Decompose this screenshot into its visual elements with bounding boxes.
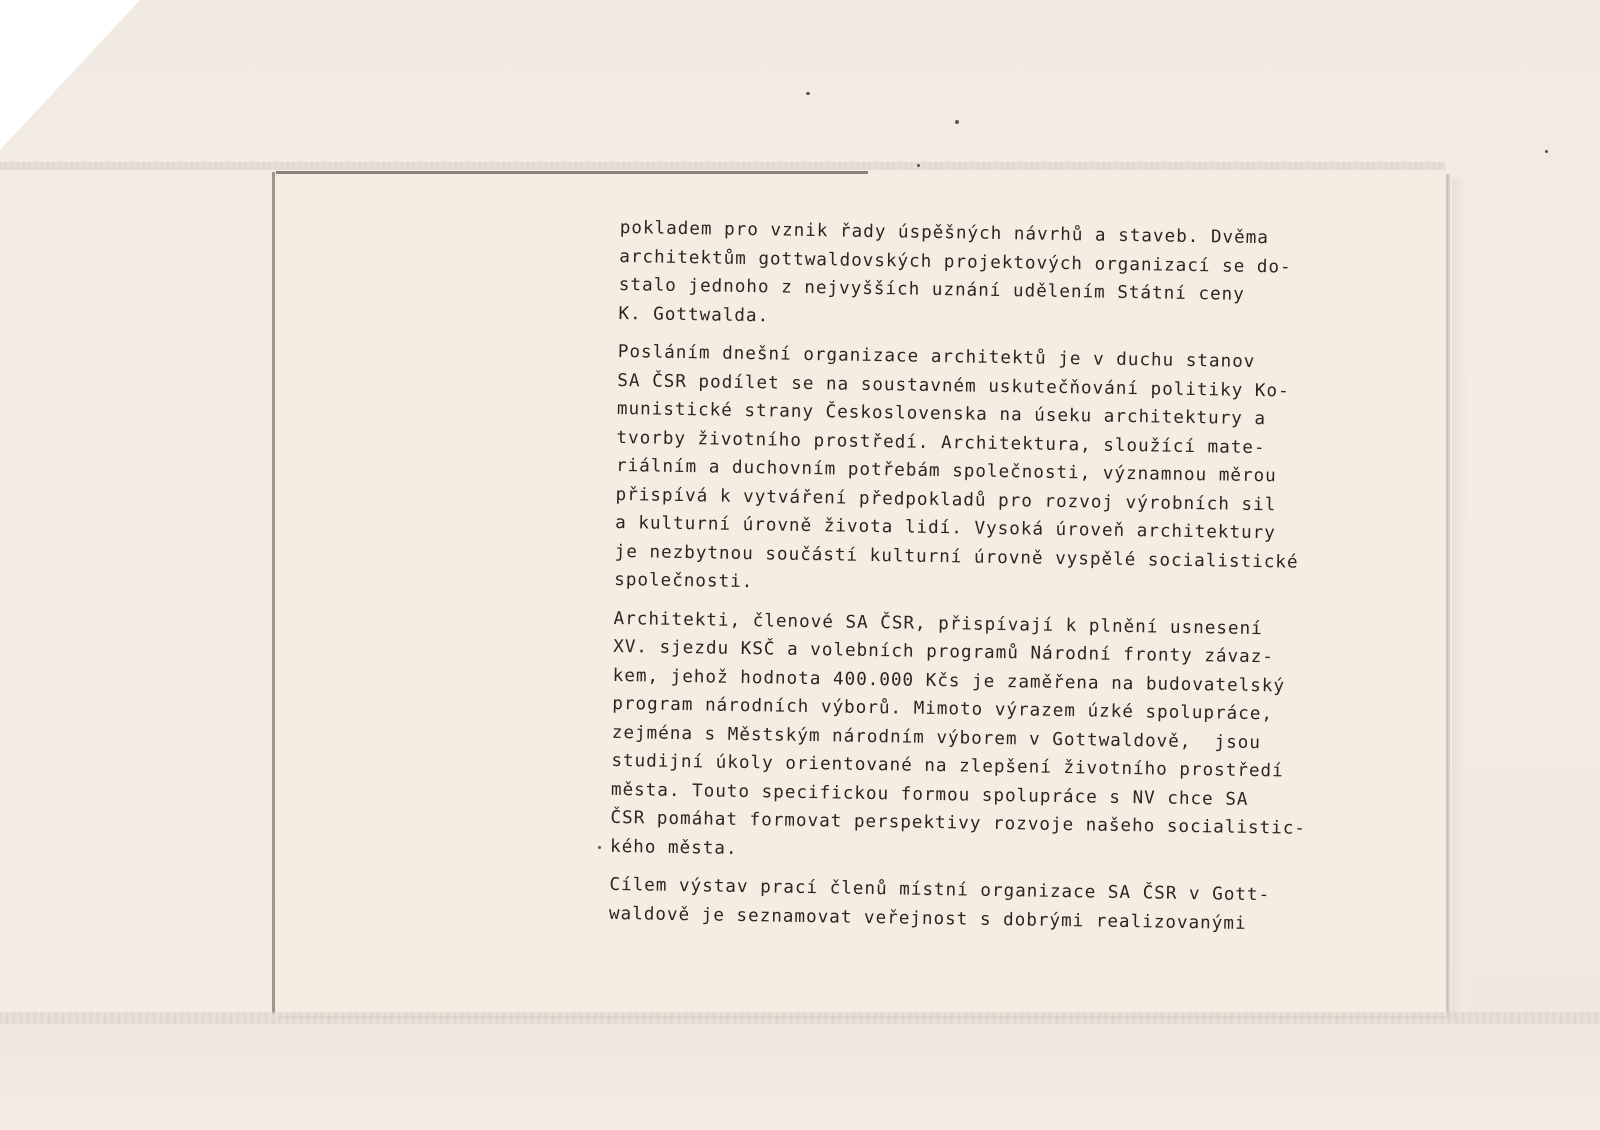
text-line: je nezbytnou součástí kulturní úrovně vyspělé socialistické — [614, 541, 1299, 573]
paragraph-2 — [614, 338, 1338, 606]
text-line: stalo jednoho z nejvyšších uznání udělením Státní ceny — [618, 274, 1245, 305]
page-divider — [272, 172, 275, 1014]
text-line: města. Touto specifickou formou spolupráce s NV chce SA — [610, 779, 1249, 810]
text-line: munistické strany Československa na úseku architektury a — [616, 398, 1267, 430]
text-line: společnosti. — [614, 569, 754, 593]
document-text — [609, 214, 1340, 949]
text-line: K. Gottwalda. — [618, 303, 770, 326]
dust-speck — [806, 92, 810, 95]
bottom-margin — [0, 1026, 1600, 1130]
text-line: architektům gottwaldovských projektových organizací se do- — [619, 246, 1292, 278]
paragraph-3 — [610, 604, 1334, 872]
text-line: studijní úkoly orientované na zlepšení životního prostředí — [611, 750, 1284, 782]
paragraph-1 — [618, 214, 1340, 339]
text-line: tvorby životního prostředí. Architektura, sloužící mate- — [616, 427, 1266, 458]
left-blank-page — [0, 170, 272, 1012]
text-line: a kulturní úrovně života lidí. Vysoká úroveň architektury — [614, 512, 1276, 544]
paragraph-4 — [609, 871, 1330, 939]
text-line: Cílem výstav prací členů místní organizace SA ČSR v Gott- — [609, 874, 1271, 906]
page-top-edge — [276, 171, 868, 174]
folded-corner — [0, 0, 140, 150]
text-line: waldově je seznamovat veřejnost s dobrými realizovanými — [608, 903, 1247, 934]
text-line: pokladem pro vznik řady úspěšných návrhů a staveb. Dvěma — [619, 217, 1270, 249]
dust-speck — [955, 120, 959, 124]
top-edge-band — [0, 162, 1445, 170]
page-right-edge — [1446, 174, 1448, 1016]
text-line: kého města. — [609, 836, 738, 859]
text-line: SA ČSR podílet se na soustavném uskutečňování politiky Ko- — [617, 370, 1290, 402]
text-line: kem, jehož hodnota 400.000 Kčs je zaměřena na budovatelský — [612, 665, 1286, 697]
dust-speck — [1545, 150, 1548, 153]
text-line: XV. sjezdu KSČ a volebních programů Národní fronty závaz- — [613, 636, 1275, 668]
text-line: riálním a duchovním potřebám společnosti, významnou měrou — [615, 455, 1277, 487]
bottom-edge-band — [0, 1012, 1600, 1024]
text-line: ČSR pomáhat formovat perspektivy rozvoje našeho socialistic- — [610, 807, 1307, 839]
dust-speck — [598, 846, 601, 849]
text-line: program národních výborů. Mimoto výrazem úzké spolupráce, — [612, 693, 1274, 725]
page-shadow — [1452, 178, 1466, 1020]
text-line: zejména s Městským národním výborem v Gottwaldově, jsou — [611, 722, 1262, 753]
dust-speck — [917, 164, 920, 167]
text-line: Posláním dnešní organizace architektů je v duchu stanov — [617, 341, 1256, 372]
text-line: Architekti, členové SA ČSR, přispívají k plnění usnesení — [613, 608, 1263, 639]
text-line: přispívá k vytváření předpokladů pro rozvoj výrobních sil — [615, 484, 1277, 515]
